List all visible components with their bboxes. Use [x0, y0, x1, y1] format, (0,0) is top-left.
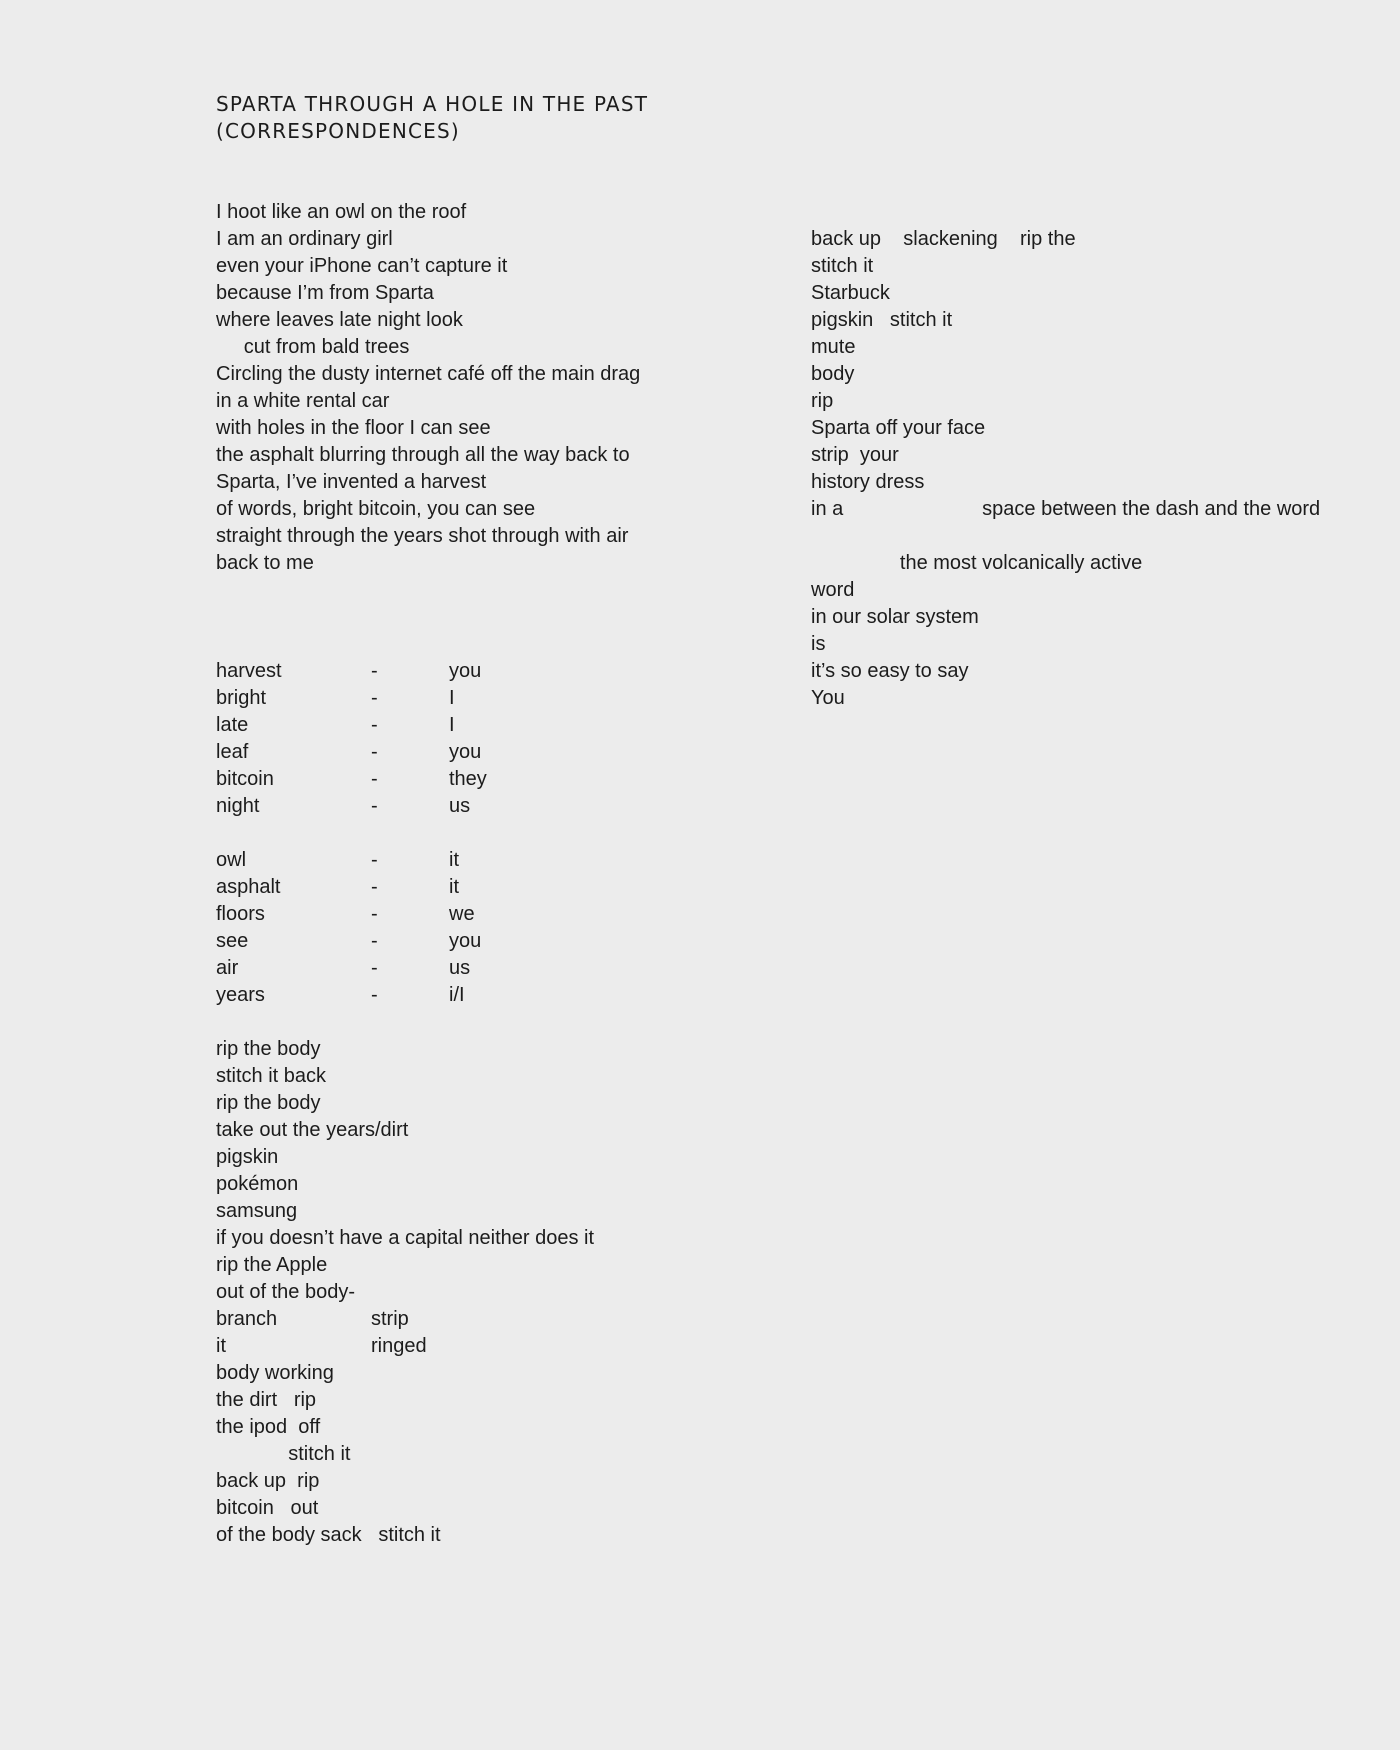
correspondence-word: night: [216, 795, 260, 817]
correspondence-word: see: [216, 930, 249, 952]
stanza-break: [216, 577, 776, 631]
correspondence-dash: -: [371, 660, 378, 682]
correspondence-dash: -: [371, 687, 378, 709]
poem-line: pigskin: [216, 1146, 279, 1168]
title-line-1: SPARTA THROUGH A HOLE IN THE PAST: [216, 92, 649, 116]
split-line-right: ringed: [371, 1335, 427, 1357]
split-line-left: branch: [216, 1308, 278, 1330]
correspondence-dash: -: [371, 876, 378, 898]
poem-line: where leaves late night look: [216, 309, 463, 331]
correspondence-word: leaf: [216, 741, 249, 763]
poem-line: is: [811, 633, 826, 655]
correspondence-row: [216, 982, 776, 1009]
poem-line: stitch it: [811, 255, 874, 277]
stanza-1: [216, 199, 776, 577]
poem-line: in a white rental car: [216, 390, 390, 412]
correspondence-pronoun: I: [449, 687, 455, 709]
poem-line: in a space between the dash and the word: [811, 498, 1321, 520]
correspondence-dash: -: [371, 957, 378, 979]
poem-line: You: [811, 687, 845, 709]
correspondence-dash: -: [371, 795, 378, 817]
poem-line: if you doesn’t have a capital neither does it: [216, 1227, 595, 1249]
correspondence-word: asphalt: [216, 876, 281, 898]
stanza-break: [811, 199, 1371, 226]
correspondence-row: [216, 955, 776, 982]
correspondence-dash: -: [371, 984, 378, 1006]
poem-line: body: [811, 363, 855, 385]
poem-line: the most volcanically active: [811, 552, 1143, 574]
correspondence-list-2: [216, 847, 776, 1009]
correspondence-dash: -: [371, 849, 378, 871]
stanza-2: [216, 1036, 776, 1549]
correspondence-row: [216, 712, 776, 739]
poem-line: Starbuck: [811, 282, 890, 304]
correspondence-word: bright: [216, 687, 267, 709]
poem-line: it’s so easy to say: [811, 660, 969, 682]
poem-line: the dirt rip: [216, 1389, 317, 1411]
poem-line: the ipod off: [216, 1416, 321, 1438]
correspondence-row: [216, 793, 776, 820]
poem-title: [216, 91, 648, 145]
poem-line: body working: [216, 1362, 334, 1384]
correspondence-row: [216, 901, 776, 928]
poem-line: back up rip: [216, 1470, 320, 1492]
poem-line: because I’m from Sparta: [216, 282, 434, 304]
correspondence-dash: -: [371, 903, 378, 925]
poem-line: bitcoin out: [216, 1497, 319, 1519]
correspondence-dash: -: [371, 768, 378, 790]
split-line-right: strip: [371, 1308, 409, 1330]
correspondence-dash: -: [371, 930, 378, 952]
correspondence-word: harvest: [216, 660, 282, 682]
poem-line: in our solar system: [811, 606, 979, 628]
poem-line: I hoot like an owl on the roof: [216, 201, 467, 223]
stanza-break: [216, 631, 776, 658]
correspondence-row: [216, 928, 776, 955]
correspondence-list-1: [216, 658, 776, 820]
poem-line: history dress: [811, 471, 925, 493]
poem-line: back up slackening rip the: [811, 228, 1076, 250]
correspondence-word: floors: [216, 903, 265, 925]
poem-line: samsung: [216, 1200, 298, 1222]
stanza-break: [216, 1009, 776, 1036]
poem-line: Circling the dusty internet café off the main drag: [216, 363, 641, 385]
right-column: [811, 199, 1371, 712]
correspondence-row: [216, 685, 776, 712]
poem-line: take out the years/dirt: [216, 1119, 409, 1141]
split-line: [216, 1306, 776, 1333]
poem-line: Sparta, I’ve invented a harvest: [216, 471, 487, 493]
poem-line: even your iPhone can’t capture it: [216, 255, 508, 277]
correspondence-pronoun: we: [449, 903, 475, 925]
correspondence-word: late: [216, 714, 249, 736]
correspondence-word: years: [216, 984, 265, 1006]
correspondence-pronoun: they: [449, 768, 487, 790]
correspondence-dash: -: [371, 741, 378, 763]
poem-line: rip the body: [216, 1038, 321, 1060]
poem-line: rip the body: [216, 1092, 321, 1114]
stanza-right-2: [811, 550, 1371, 712]
poem-line: I am an ordinary girl: [216, 228, 393, 250]
correspondence-pronoun: you: [449, 930, 482, 952]
correspondence-word: owl: [216, 849, 247, 871]
poem-line: mute: [811, 336, 856, 358]
correspondence-row: [216, 874, 776, 901]
split-line-left: it: [216, 1335, 226, 1357]
poem-line: cut from bald trees: [216, 336, 410, 358]
poem-line: rip the Apple: [216, 1254, 328, 1276]
correspondence-pronoun: it: [449, 876, 459, 898]
poem-line: strip your: [811, 444, 899, 466]
poem-line: of the body sack stitch it: [216, 1524, 441, 1546]
poem-line: Sparta off your face: [811, 417, 986, 439]
poem-line: back to me: [216, 552, 314, 574]
stanza-right-1: [811, 226, 1371, 523]
poem-line: pigskin stitch it: [811, 309, 953, 331]
correspondence-pronoun: i/I: [449, 984, 465, 1006]
poem-line: pokémon: [216, 1173, 299, 1195]
correspondence-row: [216, 739, 776, 766]
correspondence-pronoun: you: [449, 741, 482, 763]
poem-line: with holes in the floor I can see: [216, 417, 491, 439]
correspondence-row: [216, 847, 776, 874]
correspondence-pronoun: it: [449, 849, 459, 871]
poem-line: straight through the years shot through with air: [216, 525, 629, 547]
correspondence-word: air: [216, 957, 239, 979]
correspondence-pronoun: you: [449, 660, 482, 682]
poem-line: the asphalt blurring through all the way back to: [216, 444, 630, 466]
correspondence-word: bitcoin: [216, 768, 274, 790]
poem-line: stitch it back: [216, 1065, 327, 1087]
poem-line: stitch it: [216, 1443, 351, 1465]
poem-line: of words, bright bitcoin, you can see: [216, 498, 536, 520]
title-line-2: (CORRESPONDENCES): [216, 119, 460, 143]
correspondence-pronoun: us: [449, 957, 471, 979]
correspondence-dash: -: [371, 714, 378, 736]
split-line: [216, 1333, 776, 1360]
poem-line: out of the body-: [216, 1281, 355, 1303]
poem-line: word: [811, 579, 855, 601]
correspondence-row: [216, 658, 776, 685]
poem-line: rip: [811, 390, 834, 412]
correspondence-pronoun: I: [449, 714, 455, 736]
stanza-break: [811, 523, 1371, 550]
left-column: [216, 199, 776, 1549]
correspondence-pronoun: us: [449, 795, 471, 817]
stanza-break: [216, 820, 776, 847]
correspondence-row: [216, 766, 776, 793]
